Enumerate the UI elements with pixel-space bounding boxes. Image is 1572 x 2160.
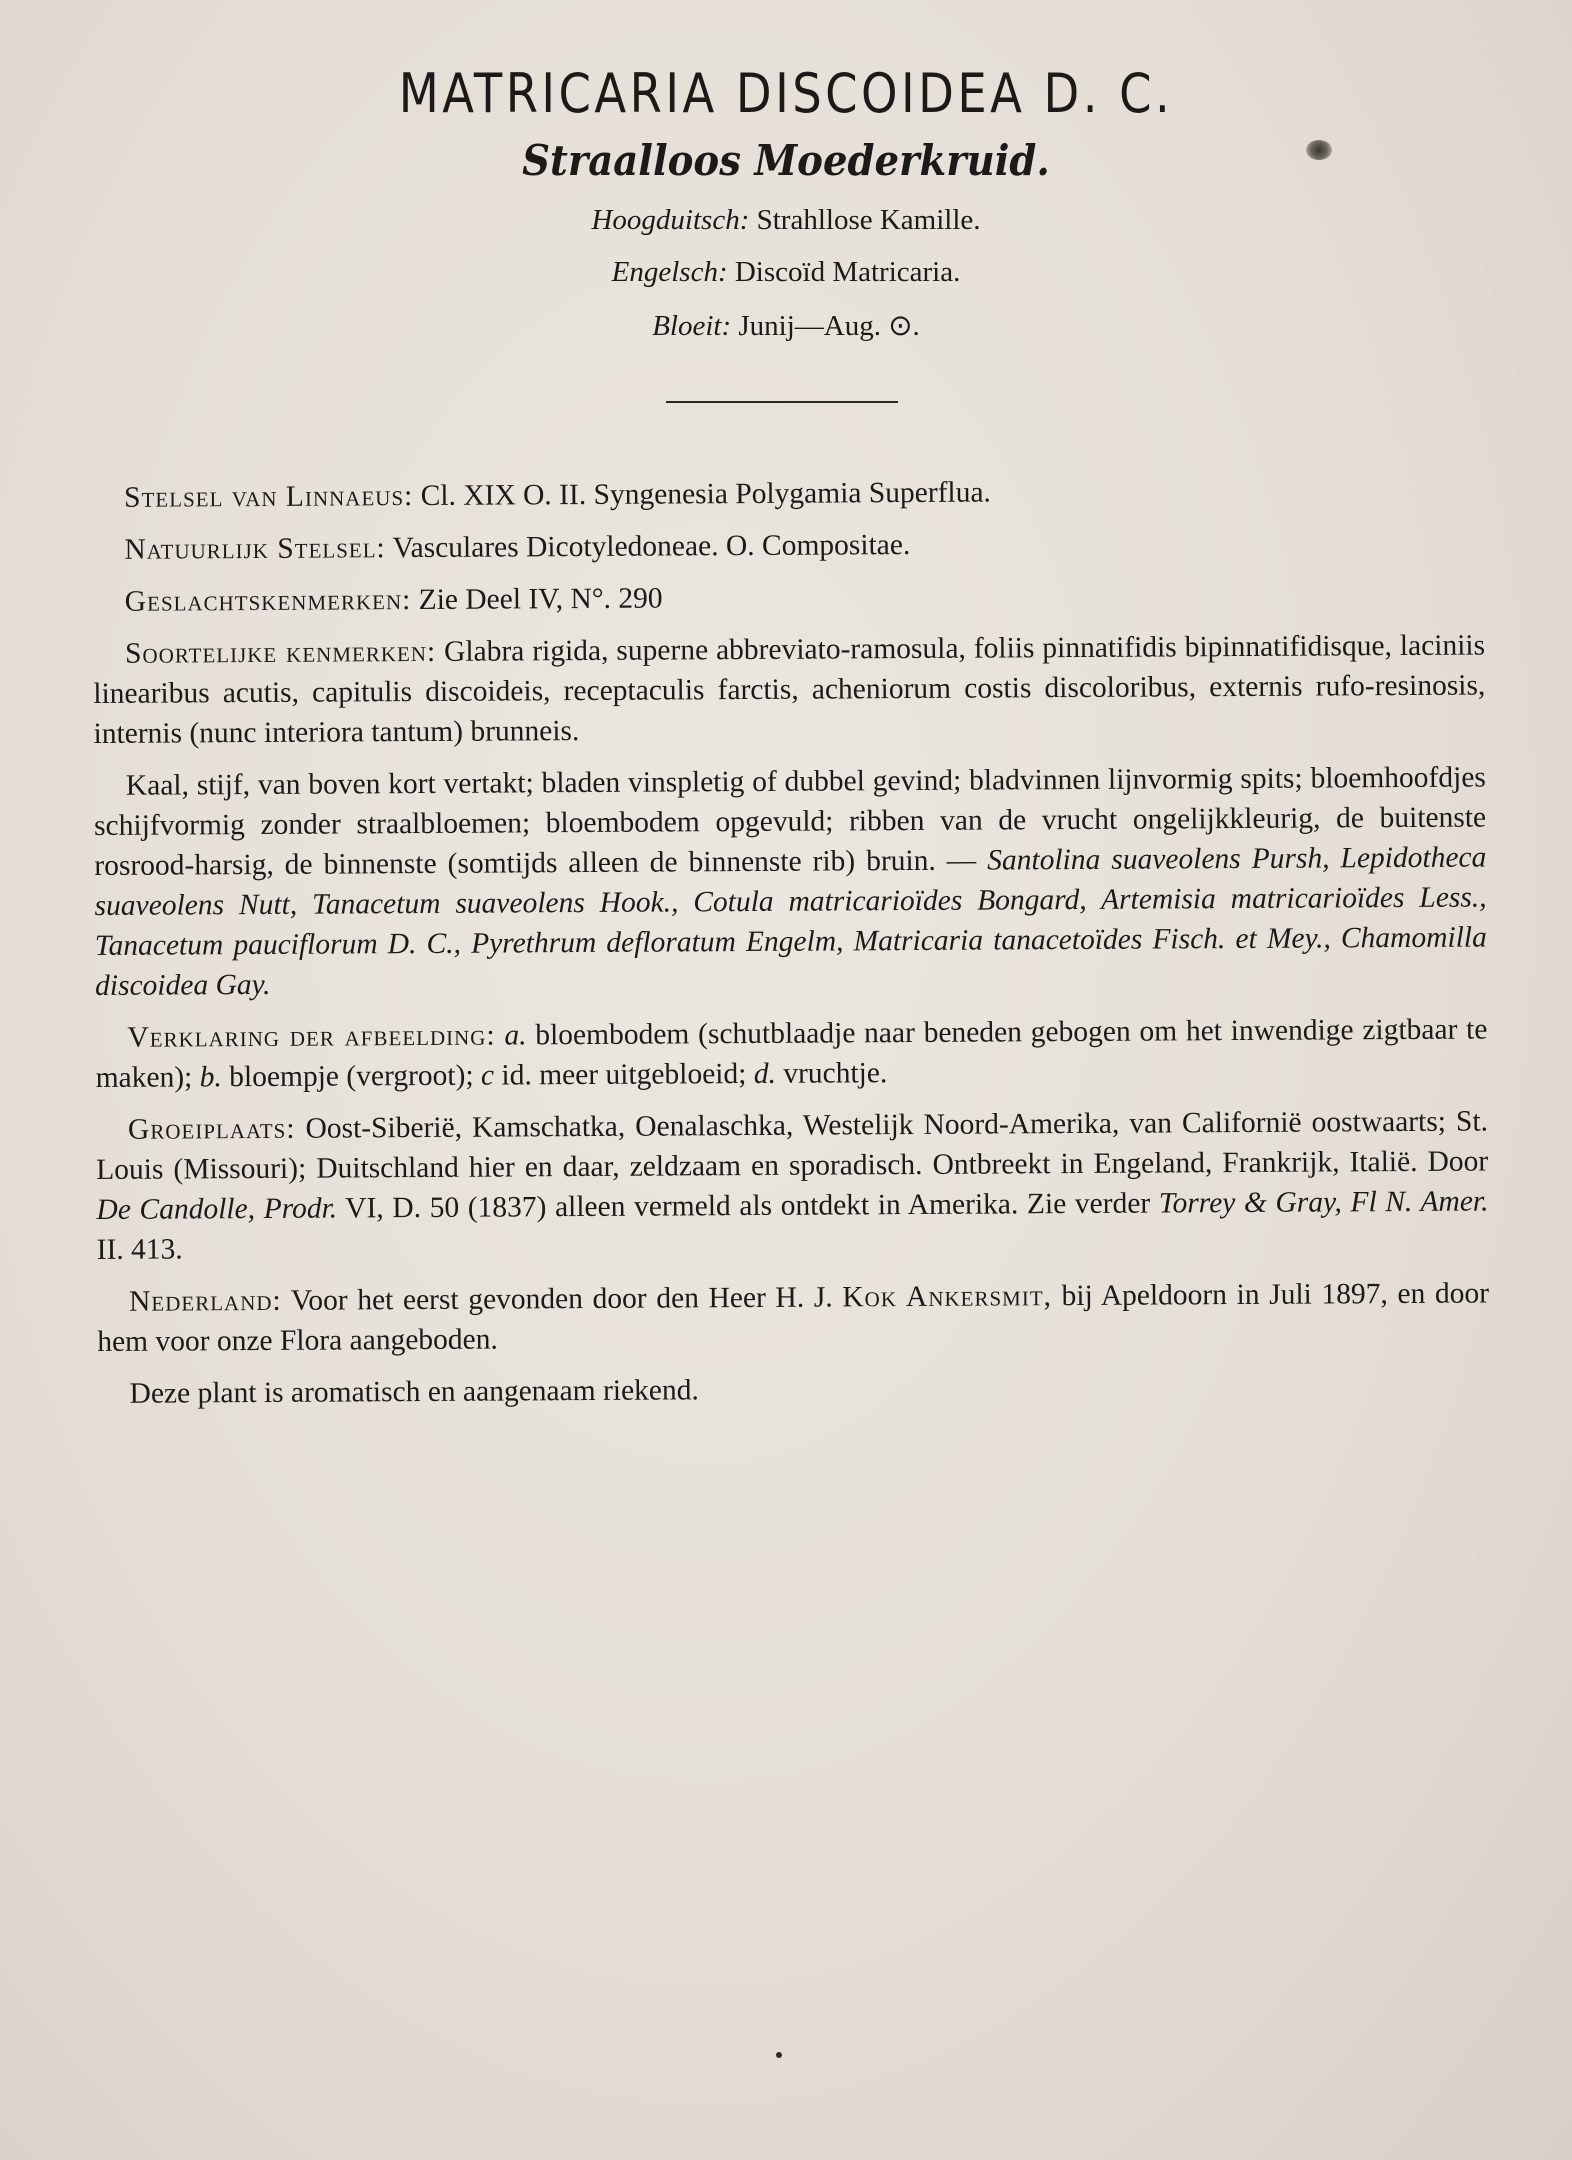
section-nederland — [97, 1273, 1489, 1362]
flowering-period — [0, 308, 1572, 343]
section-slot — [97, 1365, 1489, 1414]
section-natuurlijk — [92, 521, 1484, 570]
section-label: Verklaring der afbeelding: — [127, 1019, 496, 1054]
section-text: Cl. XIX O. II. Syngenesia Polygamia Superflua. — [420, 476, 991, 512]
figure-a-key: a. — [504, 1019, 527, 1052]
flowering-value: Junij—Aug. ⊙. — [738, 310, 920, 342]
section-label: Groeiplaats: — [127, 1112, 296, 1146]
section-label: Geslachtskenmerken: — [124, 584, 412, 618]
section-text: Zie Deel IV, N°. 290 — [418, 582, 663, 617]
section-groeiplaats — [96, 1101, 1489, 1270]
section-text: Vasculares Dicotyledoneae. O. Compositae. — [392, 529, 911, 565]
figure-a-text: bloembodem (schutblaadje naar beneden gebogen om het inwendige zigtbaar te maken); — [95, 1013, 1488, 1094]
figure-c-text: id. meer uitgebloeid; — [501, 1058, 747, 1092]
section-linnaeus — [92, 469, 1484, 518]
name-english — [0, 256, 1572, 289]
name-english-label: Engelsch: — [611, 256, 728, 288]
closing-text: Deze plant is aromatisch en aangenaam riekend. — [129, 1374, 699, 1410]
document-body — [92, 469, 1490, 1425]
section-label: Stelsel van Linnaeus: — [124, 480, 414, 514]
figure-d-text: vruchtje. — [783, 1057, 888, 1090]
section-soort — [93, 625, 1486, 754]
name-english-value: Discoïd Matricaria. — [734, 256, 961, 288]
section-text: Voor het eerst gevonden door den Heer H. J. — [290, 1281, 833, 1317]
section-beschrijving — [94, 757, 1487, 1005]
section-text-3: II. 413. — [96, 1233, 183, 1266]
figure-b-text: bloempje (vergroot); — [229, 1059, 474, 1094]
section-text-2: bij Apeldoorn in Juli 1897, en door hem voor onze Flora aangeboden. — [97, 1277, 1490, 1358]
reference-2: Torrey & Gray, Fl N. Amer. — [1158, 1185, 1489, 1220]
name-german-value: Strahllose Kamille. — [756, 204, 981, 236]
section-label: Nederland: — [128, 1284, 282, 1318]
reference-1: De Candolle, Prodr. — [96, 1192, 338, 1226]
synonyms-text: Santolina suaveolens Pursh, Lepidotheca suaveolens Nutt, Tanacetum suaveolens Hook., Cotula matricarioïdes Bongard, Artemisia matricarioïdes Less., Tanacetum pauciflorum D. C., Pyrethrum defloratum Engelm, Matricaria tanacetoïdes Fisch. et Mey., Chamomilla discoidea Gay. — [94, 841, 1487, 1002]
name-german — [0, 204, 1572, 237]
section-geslacht — [93, 573, 1485, 622]
flowering-label: Bloeit: — [652, 310, 732, 342]
page-title: MATRICARIA DISCOIDEA D. C. — [398, 62, 1174, 125]
section-verklaring — [95, 1009, 1487, 1098]
section-text: Oost-Siberië, Kamschatka, Oenalaschka, Westelijk Noord-Amerika, van Californië oostwaarts; St. Louis (Missouri); Duitschland hier en daar, zeldzaam en sporadisch. Ontbreekt in Engeland, Frankrijk, Italië. Door — [96, 1105, 1489, 1186]
person-name: Kok Ankersmit, — [842, 1280, 1053, 1314]
section-text-2: VI, D. 50 (1837) alleen vermeld als ontdekt in Amerika. Zie verder — [345, 1187, 1151, 1225]
figure-b-key: b. — [199, 1061, 222, 1094]
description-text: Kaal, stijf, van boven kort vertakt; bladen vinspletig of dubbel gevind; bladvinnen lijnvormig spits; bloemhoofdjes schijfvormig zonder straalbloemen; bloembodem opgevuld; ribben van de vrucht ongelijkkleurig, de buitenste rosrood-harsig, de binnenste (somtijds alleen de binnenste rib) bruin. — — [94, 761, 1487, 882]
figure-d-key: d. — [753, 1057, 776, 1090]
section-text: Glabra rigida, superne abbreviato-ramosula, foliis pinnatifidis bipinnatifidisque, laciniis linearibus acutis, capitulis discoideis, receptaculis farctis, acheniorum costis discoloribus, externis rufo-resinosis, internis (nunc interiora tantum) brunneis. — [93, 629, 1486, 750]
figure-c-key: c — [480, 1059, 495, 1092]
ink-dot — [776, 2052, 782, 2058]
name-german-label: Hoogduitsch: — [591, 204, 750, 236]
divider — [666, 401, 898, 403]
section-label: Soortelijke kenmerken: — [124, 635, 437, 670]
section-label: Natuurlijk Stelsel: — [124, 532, 386, 566]
page-subtitle: Straalloos Moederkruid. — [522, 136, 1050, 185]
